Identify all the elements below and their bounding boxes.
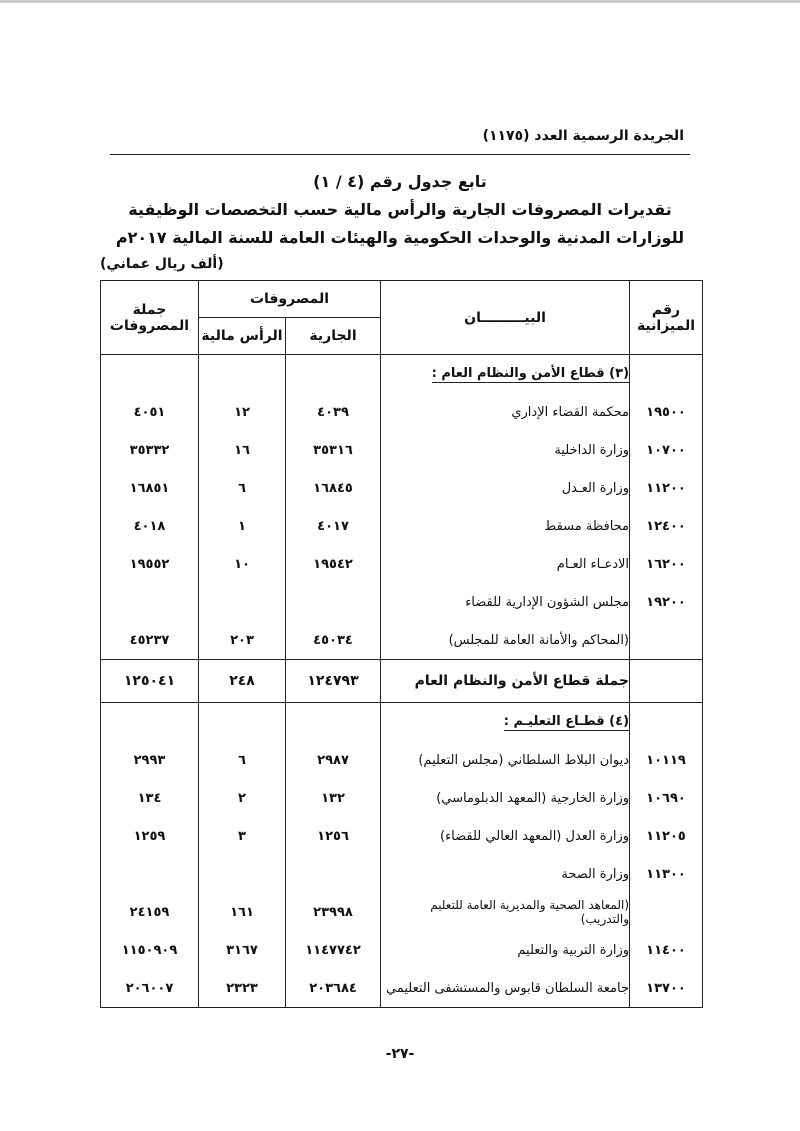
header-total-expenses: جملة المصروفات	[101, 281, 199, 355]
section-header-row	[101, 355, 703, 394]
section-header-row	[101, 703, 703, 742]
row-item: وزارة العـدل	[381, 469, 630, 507]
row-capital: ٦	[199, 469, 286, 507]
table-row	[101, 969, 703, 1008]
row-current: ١٣٢	[286, 779, 381, 817]
row-item: مجلس الشؤون الإدارية للقضاء	[381, 583, 630, 621]
row-code: ١١٤٠٠	[630, 931, 703, 969]
table-row	[101, 393, 703, 431]
row-item-detail: (المحاكم والأمانة العامة للمجلس)	[381, 621, 630, 660]
row-capital: ٣	[199, 817, 286, 855]
row-item: جامعة السلطان قابوس والمستشفى التعليمي	[381, 969, 630, 1008]
row-code: ١١٢٠٠	[630, 469, 703, 507]
section-title: (٤) قطـاع التعليـم :	[503, 713, 630, 729]
table-row	[101, 469, 703, 507]
row-total: ٤٠٥١	[101, 393, 199, 431]
currency-unit: (ألف ريال عماني)	[100, 256, 224, 272]
table-row	[101, 741, 703, 779]
section-title: (٣) قطاع الأمن والنظام العام :	[431, 365, 630, 381]
row-code: ١٠٦٩٠	[630, 779, 703, 817]
row-total: ١٢٥٩	[101, 817, 199, 855]
row-total: ٢٠٦٠٠٧	[101, 969, 199, 1008]
row-code: ١٩٥٠٠	[630, 393, 703, 431]
row-item-detail: (المعاهد الصحية والمديرية العامة للتعليم والتدريب)	[381, 893, 630, 931]
header-item: البيـــــــــان	[381, 281, 630, 355]
row-code: ١٠٧٠٠	[630, 431, 703, 469]
table-row	[101, 545, 703, 583]
row-total: ٢٩٩٣	[101, 741, 199, 779]
row-capital: ١	[199, 507, 286, 545]
table-row-continuation	[101, 893, 703, 931]
row-capital: ٢٠٣	[199, 621, 286, 660]
row-item: وزارة الخارجية (المعهد الدبلوماسي)	[381, 779, 630, 817]
table-title-line-2: للوزارات المدنية والوحدات الحكومية والهيئات العامة للسنة المالية ٢٠١٧م	[115, 228, 685, 247]
row-total: ١٩٥٥٢	[101, 545, 199, 583]
section-total-row	[101, 660, 703, 703]
row-code: ١٠١١٩	[630, 741, 703, 779]
table-number: تابع جدول رقم (٤ / ١)	[313, 172, 487, 191]
row-total: ١٦٨٥١	[101, 469, 199, 507]
row-code: ١٦٢٠٠	[630, 545, 703, 583]
row-current: ١١٤٧٧٤٢	[286, 931, 381, 969]
row-total: ٤٠١٨	[101, 507, 199, 545]
header-expenses: المصروفات	[199, 281, 381, 318]
gazette-header	[110, 128, 690, 144]
header-budget-number: رقم الميزانية	[630, 281, 703, 355]
row-capital: ٣١٦٧	[199, 931, 286, 969]
row-current: ٤٠١٧	[286, 507, 381, 545]
row-code: ١٢٤٠٠	[630, 507, 703, 545]
row-item: ديوان البلاط السلطاني (مجلس التعليم)	[381, 741, 630, 779]
row-item: محكمة القضاء الإداري	[381, 393, 630, 431]
total-total: ١٢٥٠٤١	[101, 660, 199, 703]
row-current: ٢٠٣٦٨٤	[286, 969, 381, 1008]
row-current: ٣٥٣١٦	[286, 431, 381, 469]
table-row	[101, 779, 703, 817]
row-current: ٤٠٣٩	[286, 393, 381, 431]
row-item: الادعـاء العـام	[381, 545, 630, 583]
row-capital: ١٦١	[199, 893, 286, 931]
row-item: وزارة العدل (المعهد العالي للقضاء)	[381, 817, 630, 855]
row-current: ١٦٨٤٥	[286, 469, 381, 507]
row-code: ١١٢٠٥	[630, 817, 703, 855]
table-title-line-1: تقديرات المصروفات الجارية والرأس مالية حسب التخصصات الوظيفية	[128, 200, 672, 219]
row-current: ٤٥٠٣٤	[286, 621, 381, 660]
table-row	[101, 431, 703, 469]
row-capital: ١٦	[199, 431, 286, 469]
row-current: ٢٣٩٩٨	[286, 893, 381, 931]
row-item: وزارة التربية والتعليم	[381, 931, 630, 969]
row-item: محافظة مسقط	[381, 507, 630, 545]
row-code: ١٣٧٠٠	[630, 969, 703, 1008]
row-code: ١١٣٠٠	[630, 855, 703, 893]
row-total: ١١٥٠٩٠٩	[101, 931, 199, 969]
total-capital: ٢٤٨	[199, 660, 286, 703]
budget-table	[100, 280, 703, 1008]
total-current: ١٢٤٧٩٣	[286, 660, 381, 703]
row-item: وزارة الصحة	[381, 855, 630, 893]
table-titles	[100, 168, 700, 252]
table-row	[101, 817, 703, 855]
top-border	[0, 0, 800, 3]
row-total: ٣٥٣٣٢	[101, 431, 199, 469]
table-row	[101, 507, 703, 545]
total-label: جملة قطاع الأمن والنظام العام	[381, 660, 630, 703]
row-total: ٤٥٢٣٧	[101, 621, 199, 660]
row-total: ١٣٤	[101, 779, 199, 817]
header-current: الجارية	[286, 318, 381, 355]
row-capital: ٦	[199, 741, 286, 779]
row-current: ١٩٥٤٢	[286, 545, 381, 583]
row-capital: ٢	[199, 779, 286, 817]
table-row	[101, 855, 703, 893]
header-capital: الرأس مالية	[199, 318, 286, 355]
row-total: ٢٤١٥٩	[101, 893, 199, 931]
row-capital: ١٢	[199, 393, 286, 431]
header-rule	[110, 154, 690, 155]
gazette-title: الجريدة الرسمية العدد (١١٧٥)	[482, 128, 684, 144]
table-row	[101, 931, 703, 969]
page-number: -٢٧-	[385, 1046, 415, 1062]
table-row	[101, 583, 703, 621]
table-row-continuation	[101, 621, 703, 660]
row-capital: ١٠	[199, 545, 286, 583]
row-item: وزارة الداخلية	[381, 431, 630, 469]
row-code: ١٩٢٠٠	[630, 583, 703, 621]
row-current: ٢٩٨٧	[286, 741, 381, 779]
row-capital: ٢٣٢٣	[199, 969, 286, 1008]
row-current: ١٢٥٦	[286, 817, 381, 855]
